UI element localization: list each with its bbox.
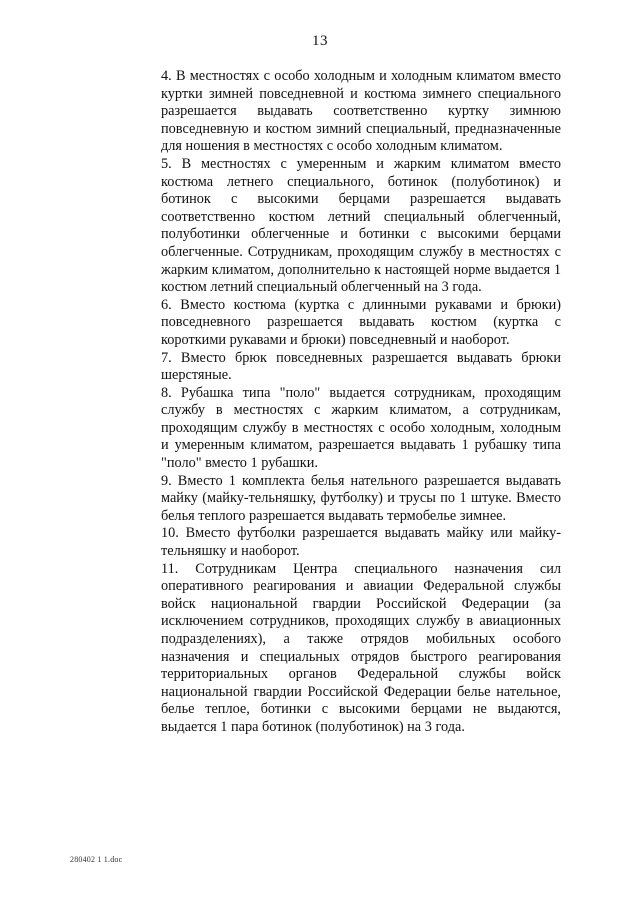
paragraph-item-11: 11. Сотрудникам Центра специального назначения сил оперативного реагирования и авиации Федеральной службы войск национальной гвардии Российской Федерации (за исключением сотрудников, проходящих службу в авиационных подразделениях), а также отрядов мобильных особого назначения и специальных отрядов быстрого реагирования территориальных органов Федеральной службы войск национальной гвардии Российской Федерации белье нательное, белье теплое, ботинки с высокими берцами не выдаются, выдается 1 пара ботинок (полуботинок) на 3 года. (161, 560, 561, 735)
paragraph-item-5: 5. В местностях с умеренным и жарким климатом вместо костюма летнего специального, ботинок (полуботинок) и ботинок с высокими берцами разрешается выдавать соответственно костюм летний специальный облегченный, полуботинки облегченные и ботинки с высокими берцами облегченные. Сотрудникам, проходящим службу в местностях с жарким климатом, дополнительно к настоящей норме выдается 1 костюм летний специальный облегченный на 3 года. (161, 155, 561, 296)
paragraph-item-6: 6. Вместо костюма (куртка с длинными рукавами и брюки) повседневного разрешается выдавать костюм (куртка с короткими рукавами и брюки) повседневный и наоборот. (161, 296, 561, 348)
paragraph-item-4: 4. В местностях с особо холодным и холодным климатом вместо куртки зимней повседневной и костюма зимнего специального разрешается выдавать соответственно куртку зимнюю повседневную и костюм зимний специальный, предназначенные для ношения в местностях с особо холодным климатом. (161, 68, 561, 155)
paragraph-item-7: 7. Вместо брюк повседневных разрешается выдавать брюки шерстяные. (161, 349, 561, 384)
file-reference-footer: 280402 1 1.doc (70, 855, 123, 864)
page-number: 13 (312, 33, 328, 49)
paragraph-item-9: 9. Вместо 1 комплекта белья нательного разрешается выдавать майку (майку-тельняшку, футболку) и трусы по 1 штуке. Вместо белья теплого разрешается выдавать термобелье зимнее. (161, 472, 561, 524)
paragraph-item-8: 8. Рубашка типа "поло" выдается сотрудникам, проходящим службу в местностях с жарким климатом, а сотрудникам, проходящим службу в местностях с особо холодным, холодным и умеренным климатом, разрешается выдавать 1 рубашку типа "поло" вместо 1 рубашки. (161, 384, 561, 472)
paragraph-item-10: 10. Вместо футболки разрешается выдавать майку или майку-тельняшку и наоборот. (161, 525, 561, 560)
document-body (161, 68, 561, 737)
